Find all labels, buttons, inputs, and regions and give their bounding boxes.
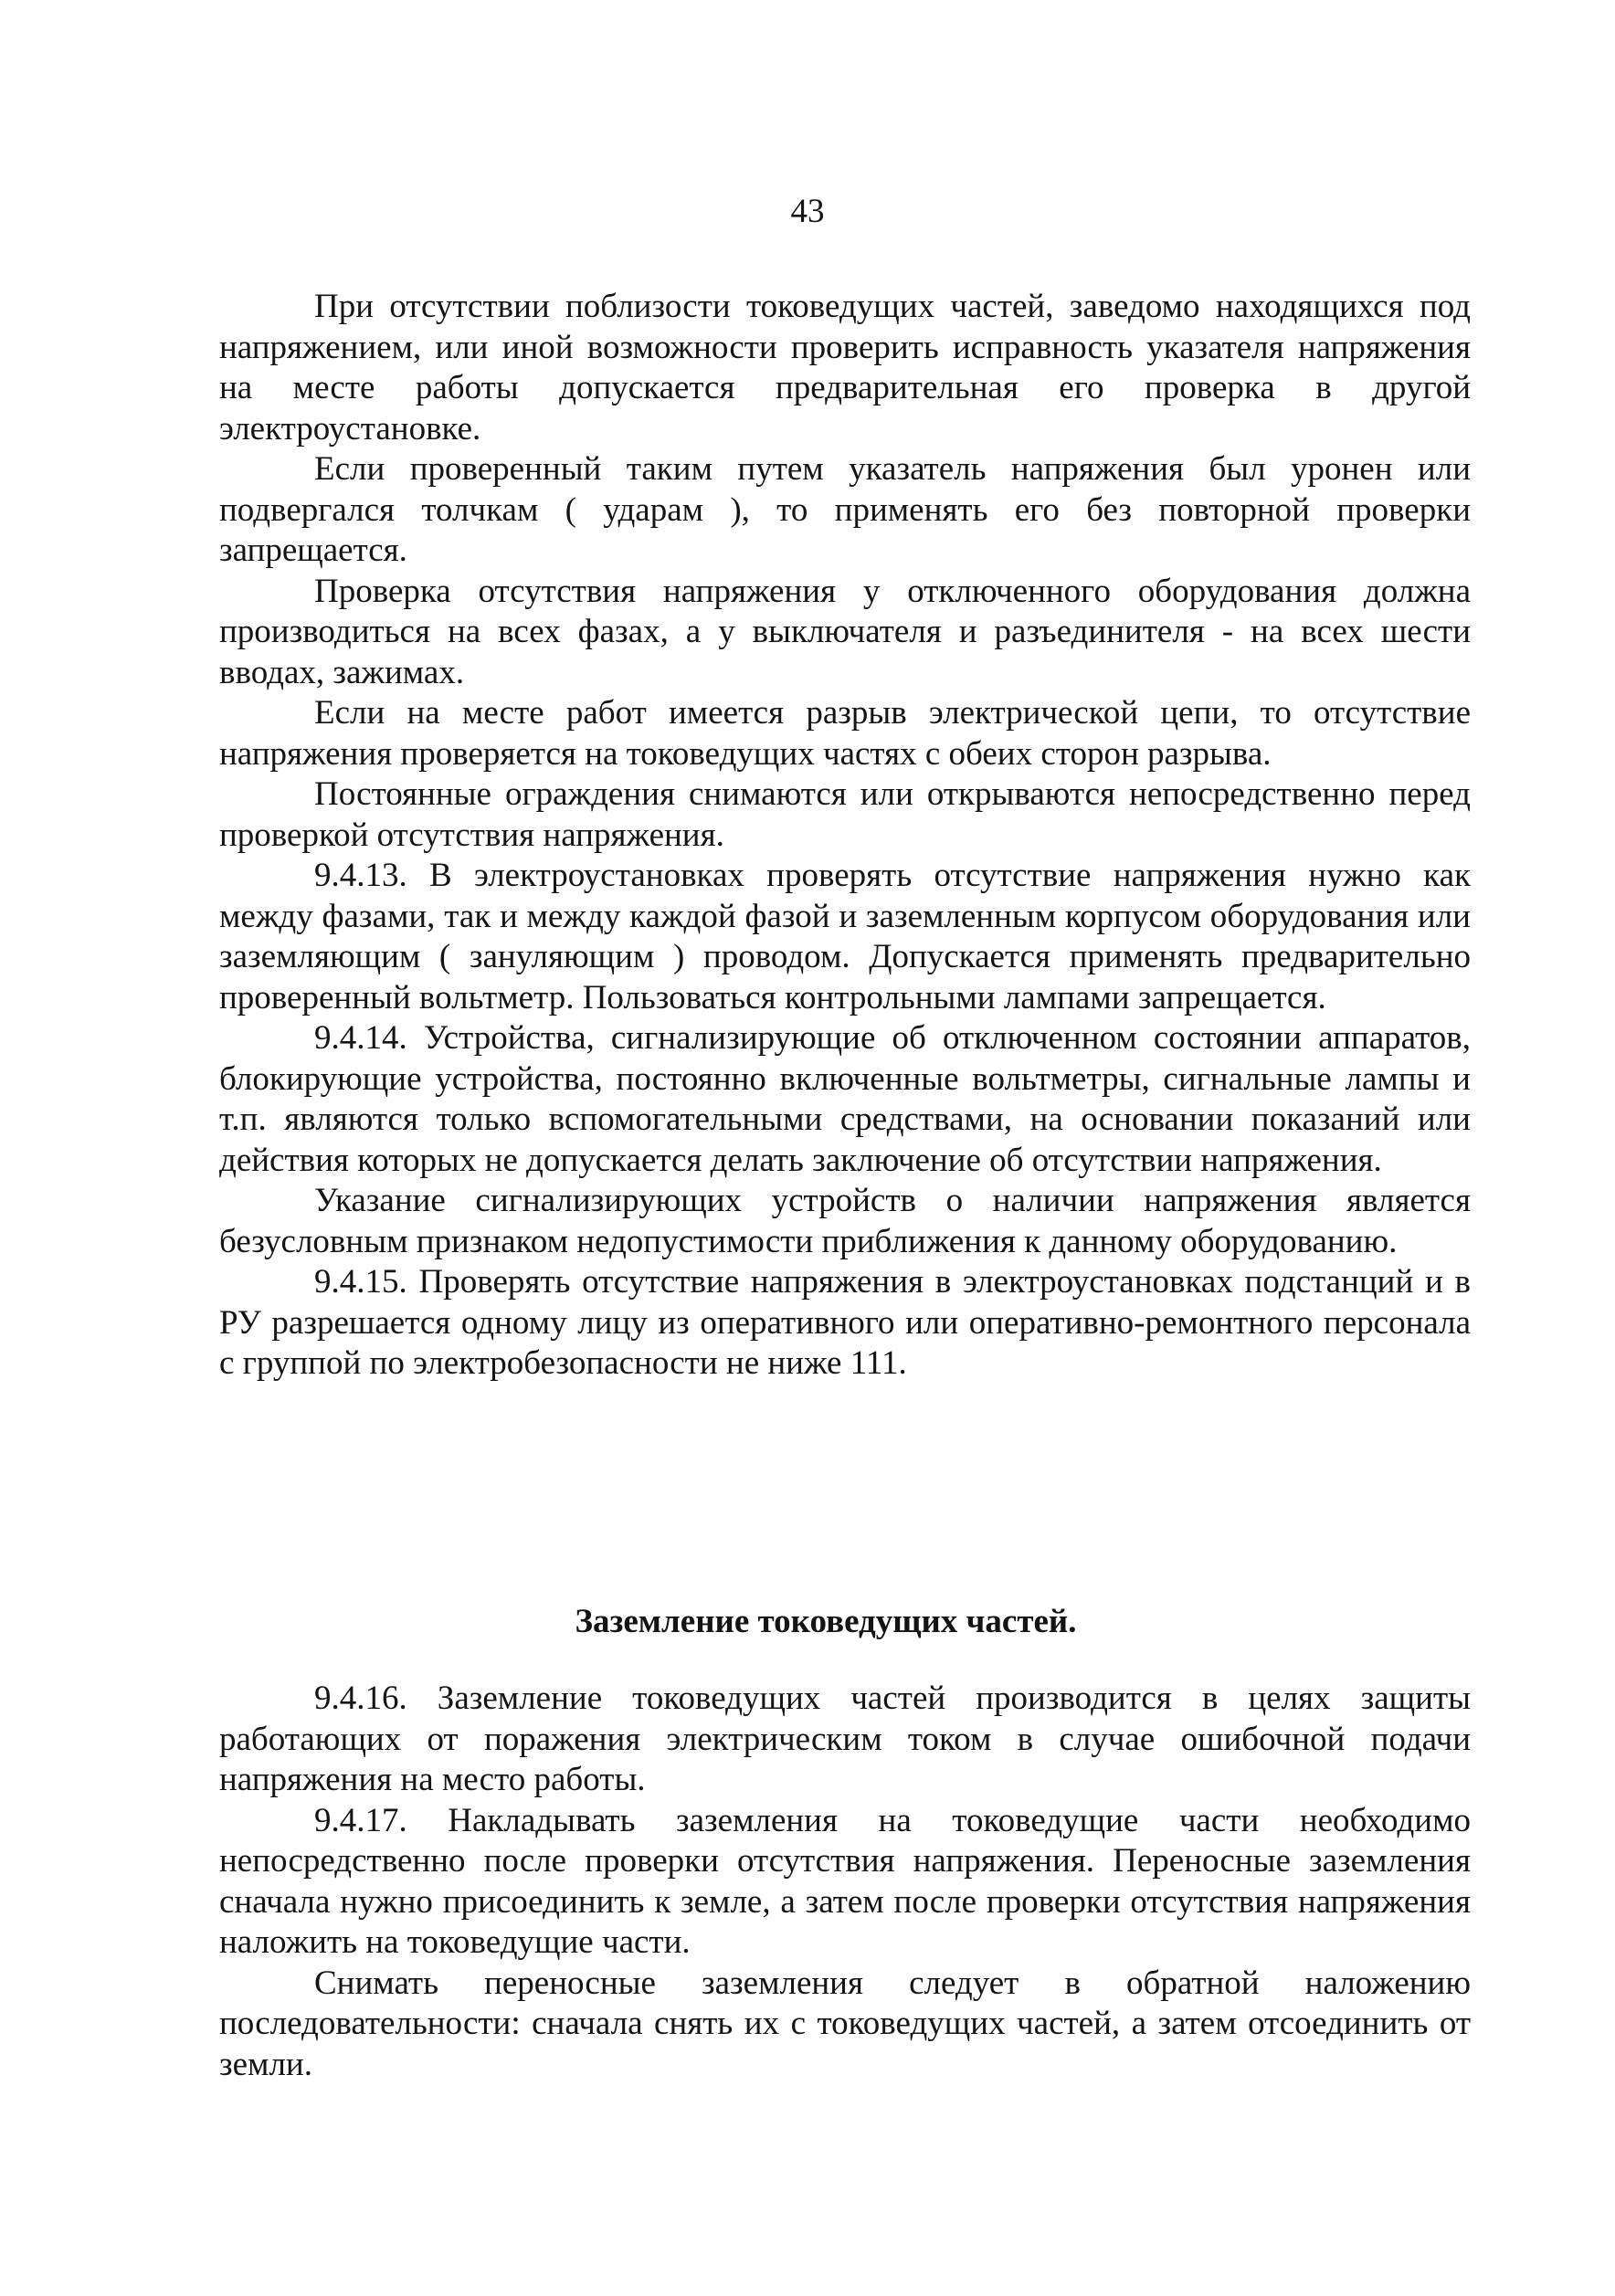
main-text-upper	[219, 287, 1471, 1385]
paragraph-9-4-15: 9.4.15. Проверять отсутствие напряжения в электроустановках подстанций и в РУ разрешается одному лицу из оперативного или оперативно-ремонтного персонала с группой по электробезопасности не ниже 111.	[219, 1263, 1471, 1382]
paragraph: Если на месте работ имеется разрыв электрической цепи, то отсутствие напряжения проверяется на токоведущих частях с обеих сторон разрыва.	[219, 694, 1471, 773]
paragraph: Проверка отсутствия напряжения у отключенного оборудования должна производиться на всех фазах, а у выключателя и разъединителя - на всех шести вводах, зажимах.	[219, 572, 1471, 691]
paragraph: Снимать переносные заземления следует в обратной наложению последовательности: сначала снять их с токоведущих частей, а затем отсоединить от земли.	[219, 1964, 1471, 2083]
paragraph: Указание сигнализирующих устройств о наличии напряжения является безусловным признаком недопустимости приближения к данному оборудованию.	[219, 1182, 1471, 1260]
paragraph: Если проверенный таким путем указатель напряжения был уронен или подвергался толчкам ( ударам ), то применять его без повторной проверки запрещается.	[219, 450, 1471, 569]
paragraph-9-4-16: 9.4.16. Заземление токоведущих частей производится в целях защиты работающих от поражения электрическим током в случае ошибочной подачи напряжения на место работы.	[219, 1680, 1471, 1798]
section-heading: Заземление токоведущих частей.	[575, 1603, 1077, 1640]
paragraph-9-4-14: 9.4.14. Устройства, сигнализирующие об отключенном состоянии аппаратов, блокирующие устройства, постоянно включенные вольтметры, сигнальные лампы и т.п. являются только вспомогательными средствами, на основании показаний или действия которых не допускается делать заключение об отсутствии напряжения.	[219, 1019, 1471, 1179]
paragraph: При отсутствии поблизости токоведущих частей, заведомо находящихся под напряжением, или иной возможности проверить исправность указателя напряжения на месте работы допускается предварительная его проверка в другой электроустановке.	[219, 288, 1471, 448]
paragraph-9-4-17: 9.4.17. Накладывать заземления на токоведущие части необходимо непосредственно после проверки отсутствия напряжения. Переносные заземления сначала нужно присоединить к земле, а затем после проверки отсутствия напряжения наложить на токоведущие части.	[219, 1801, 1471, 1961]
paragraph: Постоянные ограждения снимаются или открываются непосредственно перед проверкой отсутствия напряжения.	[219, 775, 1471, 854]
paragraph-9-4-13: 9.4.13. В электроустановках проверять отсутствие напряжения нужно как между фазами, так и между каждой фазой и заземленным корпусом оборудования или заземляющим ( зануляющим ) проводом. Допускается применять предварительно проверенный вольтметр. Пользоваться контрольными лампами запрещается.	[219, 857, 1471, 1016]
main-text-lower	[219, 1679, 1471, 2085]
page-number: 43	[790, 193, 825, 230]
